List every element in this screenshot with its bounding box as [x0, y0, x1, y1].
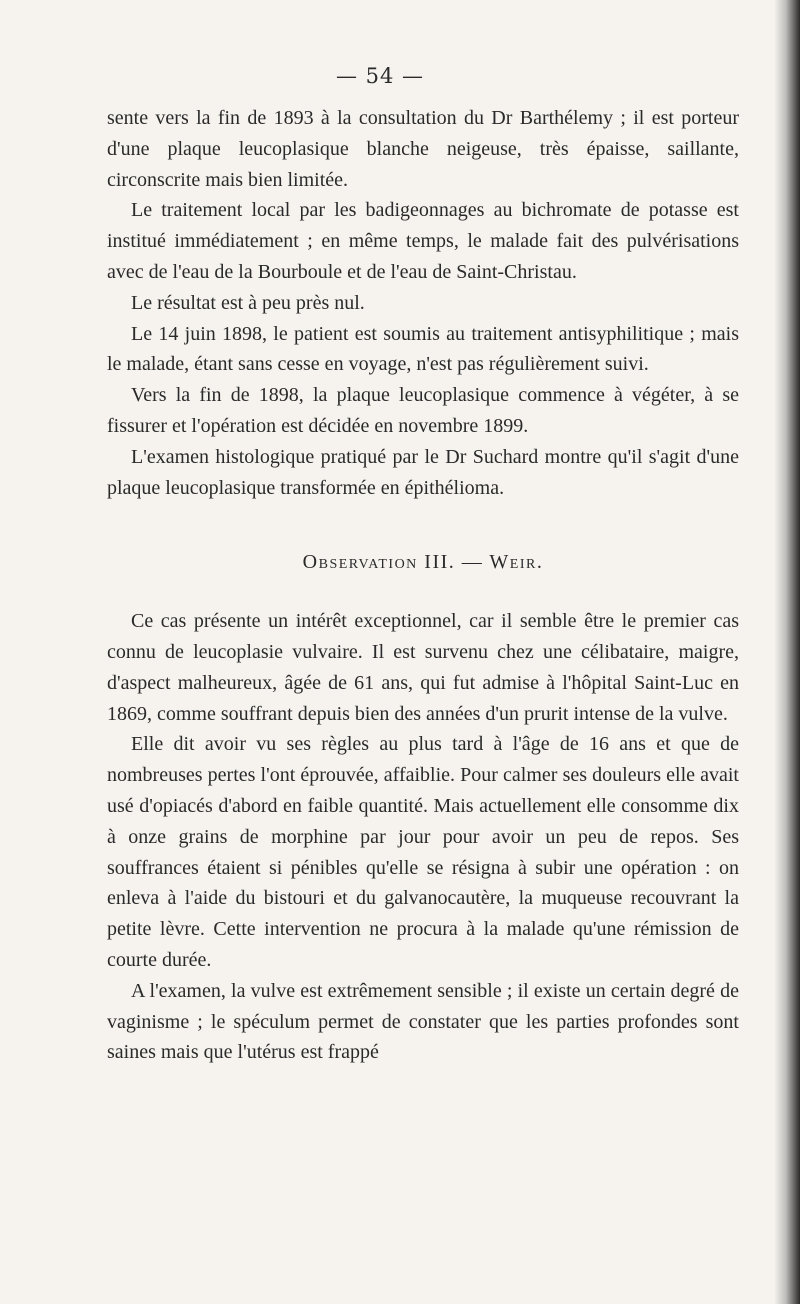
- page-number: — 54 —: [335, 64, 425, 88]
- observation-heading: Observation III. — Weir.: [302, 551, 544, 574]
- paragraph-histology: L'examen histologique pratiqué par le Dr Suchard montre qu'il s'agit d'une plaque leucoplasique transformée en épithélioma.: [107, 445, 739, 499]
- paragraph-treatment: Le traitement local par les badigeonnages au bichromate de potasse est institué immédiatement ; en même temps, le malade fait des pulvérisations avec de l'eau de la Bourboule et de l'eau de Saint-Christau.: [107, 199, 739, 283]
- paragraph-june-1898: Le 14 juin 1898, le patient est soumis au traitement antisyphilitique ; mais le malade, étant sans cesse en voyage, n'est pas régulièrement suivi.: [107, 322, 739, 376]
- page-edge-shadow: [774, 0, 800, 1304]
- paragraph-case-intro: Ce cas présente un intérêt exceptionnel, car il semble être le premier cas connu de leucoplasie vulvaire. Il est survenu chez une célibataire, maigre, d'aspect malheureux, âgée de 61 ans, qui fut admise à l'hôpital Saint-Luc en 1869, comme souffrant depuis bien des années d'un prurit intense de la vulve.: [107, 610, 739, 725]
- paragraph-result: Le résultat est à peu près nul.: [131, 291, 365, 314]
- paragraph-history: Elle dit avoir vu ses règles au plus tard à l'âge de 16 ans et que de nombreuses pertes l'ont éprouvée, affaiblie. Pour calmer ses douleurs elle avait usé d'opiacés d'abord en faible quantité. Mais actuellement elle consomme dix à onze grains de morphine par jour pour avoir un peu de repos. Ses souffrances étaient si pénibles qu'elle se résigna à subir une opération : on enleva à l'aide du bistouri et du galvanocautère, la muqueuse recouvrant la petite lèvre. Cette intervention ne procura à la malade qu'une rémission de courte durée.: [107, 733, 739, 971]
- paragraph-continuation: sente vers la fin de 1893 à la consultation du Dr Barthélemy ; il est porteur d'une plaque leucoplasique blanche neigeuse, très épaisse, saillante, circonscrite mais bien limitée.: [107, 107, 739, 191]
- paragraph-end-1898: Vers la fin de 1898, la plaque leucoplasique commence à végéter, à se fissurer et l'opération est décidée en novembre 1899.: [107, 384, 739, 437]
- page-text: [107, 103, 739, 1068]
- paragraph-examination: A l'examen, la vulve est extrêmement sensible ; il existe un certain degré de vaginisme ; le spéculum permet de constater que les parties profondes sont saines mais que l'utérus est frappé: [107, 979, 739, 1064]
